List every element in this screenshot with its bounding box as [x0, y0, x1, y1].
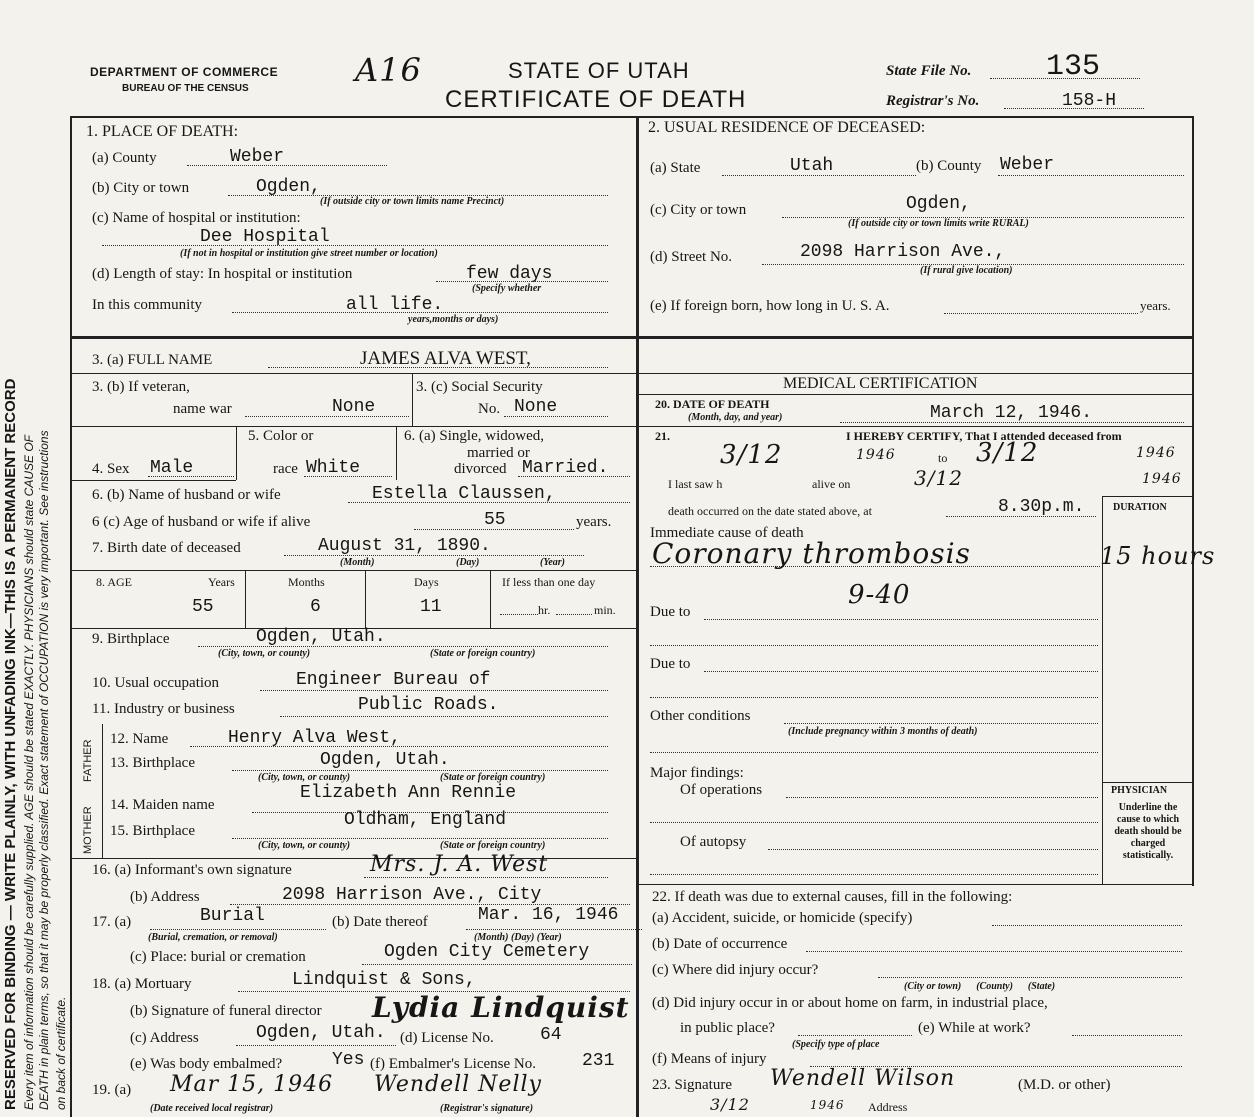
spouse-age-label: 6 (c) Age of husband or wife if alive: [92, 514, 311, 530]
full-name: JAMES ALVA WEST,: [360, 348, 531, 369]
operations-label: Of operations: [680, 782, 763, 798]
rule-age-1: [245, 570, 246, 628]
industry-line: [280, 716, 608, 717]
death-date-value: March 12, 1946.: [930, 403, 1093, 423]
mortuary-label: 18. (a) Mortuary: [92, 976, 192, 992]
pod-hospital-note: (If not in hospital or institution give street number or location): [180, 248, 438, 259]
father-bp-line: [232, 770, 608, 771]
age-hr: hr.: [538, 603, 551, 617]
res-county-label: (b) County: [916, 158, 982, 174]
immediate-label: Immediate cause of death: [650, 525, 804, 541]
age-months: 6: [310, 597, 321, 617]
rule-16: [70, 858, 636, 859]
margin-text-2: Every item of information should be carefully supplied. AGE should be stated EXACTLY. PHYSICIANS should state CAUSE OF: [22, 435, 36, 1110]
death-time: 8.30p.m.: [998, 497, 1085, 517]
attended-to-label: to: [938, 451, 948, 465]
alive-year: 1946: [1142, 471, 1182, 487]
license-value: 64: [540, 1025, 562, 1045]
embalmer-value: 231: [582, 1051, 615, 1071]
mortuary-value: Lindquist & Sons,: [292, 970, 476, 990]
res-heading: 2. USUAL RESIDENCE OF DECEASED:: [648, 119, 926, 136]
other-line: [784, 723, 1098, 724]
received-label: 19. (a): [92, 1082, 132, 1098]
bureau-label: BUREAU OF THE CENSUS: [122, 83, 249, 94]
name-label: 3. (a) FULL NAME: [92, 352, 213, 368]
margin-text-3: DEATH in plain terms, so that it may be properly classified. Exact statement of OCCUPATION is very important. See instructions: [37, 430, 51, 1110]
pod-city-value: Ogden,: [256, 177, 321, 197]
mother-bp-city-note: (City, town, or county): [258, 840, 351, 851]
marital-label-2: married or: [467, 445, 530, 461]
ss-no-label: No.: [478, 401, 501, 417]
pod-community-label: In this community: [92, 297, 202, 313]
sex-label: 4. Sex: [92, 461, 130, 477]
attended-to-year: 1946: [1136, 445, 1176, 461]
director-sig-label: (b) Signature of funeral director: [130, 1003, 322, 1019]
certify-no: 21.: [655, 429, 670, 443]
father-name-value: Henry Alva West,: [228, 728, 401, 748]
major-label: Major findings:: [650, 765, 744, 781]
rule-left-1: [70, 336, 636, 339]
age-days-h: Days: [414, 575, 439, 589]
state-title: STATE OF UTAH: [508, 58, 690, 83]
ss-label: 3. (c) Social Security: [416, 379, 543, 395]
ext-b-line: [806, 951, 1182, 952]
age-less-h: If less than one day: [502, 575, 596, 589]
informant-signature: Mrs. J. A. West: [370, 852, 549, 877]
disposition-date-line: [466, 929, 642, 930]
registrar-no: 158-H: [1062, 91, 1117, 111]
informant-sig-label: 16. (a) Informant's own signature: [92, 862, 292, 878]
ext-a: (a) Accident, suicide, or homicide (specify): [652, 910, 913, 926]
birth-label: 7. Birth date of deceased: [92, 540, 241, 556]
war-label: name war: [173, 401, 232, 417]
physician-signature: Wendell Wilson: [770, 1066, 956, 1091]
embalmer-label: (f) Embalmer's License No.: [370, 1056, 536, 1072]
state-file-label: State File No.: [886, 63, 972, 79]
res-county-line: [998, 175, 1184, 176]
other-note: (Include pregnancy within 3 months of death): [788, 726, 978, 737]
signature-date: 3/12: [710, 1095, 750, 1114]
war-line: [245, 416, 409, 417]
father-name-label: 12. Name: [110, 731, 169, 747]
due2-line-2: [650, 697, 1098, 698]
rule-right-1: [639, 336, 1192, 339]
occupation-line: [260, 690, 608, 691]
director-signature: Lydia Lindquist: [372, 991, 630, 1024]
race-value: White: [306, 458, 361, 478]
father-bp-city-note: (City, town, or county): [258, 772, 351, 783]
disposition-label: 17. (a): [92, 914, 132, 930]
father-bp-value: Ogden, Utah.: [320, 750, 450, 770]
margin-text-4: on back of certificate.: [54, 996, 68, 1110]
age-min: min.: [594, 603, 616, 617]
operations-line: [786, 797, 1098, 798]
autopsy-line: [768, 849, 1098, 850]
embalmed-label: (e) Was body embalmed?: [130, 1056, 283, 1072]
ext-c-line: [878, 977, 1182, 978]
pod-county-line: [187, 165, 387, 166]
pod-hospital-line: [102, 245, 608, 246]
res-city-label: (c) City or town: [650, 202, 747, 218]
father-bp-label: 13. Birthplace: [110, 755, 195, 771]
birth-month-note: (Month): [340, 557, 375, 568]
ext-d: (d) Did injury occur in or about home on farm, in industrial place,: [652, 995, 1048, 1011]
ext-c-note: (City or town) (County) (State): [904, 981, 1056, 992]
spouse-value: Estella Claussen,: [372, 484, 556, 504]
registrar-label: Registrar's No.: [886, 93, 980, 109]
physician-note: Underline the cause to which death should be charged statistically.: [1114, 802, 1182, 861]
marital-label-1: 6. (a) Single, widowed,: [404, 428, 544, 444]
rule-medcert: [639, 373, 1192, 374]
res-city-note: (If outside city or town limits write RURAL): [848, 218, 1029, 229]
received-note: (Date received local registrar): [150, 1103, 274, 1114]
res-foreign-suffix: years.: [1140, 298, 1171, 313]
physician-address-label: Address: [868, 1100, 908, 1114]
operations-line-2: [650, 822, 1098, 823]
rule-veteran-div: [412, 373, 413, 426]
res-county-value: Weber: [1000, 155, 1055, 175]
occupation-value: Engineer Bureau of: [296, 670, 491, 690]
other-label: Other conditions: [650, 708, 751, 724]
mort-address-line: [236, 1045, 396, 1046]
frame-right: [1192, 116, 1194, 886]
rule-sex-div: [236, 426, 237, 480]
md-label: (M.D. or other): [1018, 1077, 1111, 1093]
rule-name: [70, 373, 636, 374]
informant-address: 2098 Harrison Ave., City: [282, 885, 542, 905]
occurred-label: death occurred on the date stated above, at: [668, 504, 872, 518]
mother-bp-label: 15. Birthplace: [110, 823, 195, 839]
rule-physician-h: [1102, 782, 1192, 783]
war-value: None: [332, 397, 376, 417]
marital-label-3: divorced: [454, 461, 507, 477]
spouse-label: 6. (b) Name of husband or wife: [92, 487, 281, 503]
pod-hospital-value: Dee Hospital: [200, 227, 330, 247]
ss-value: None: [514, 397, 558, 417]
death-date-label: 20. DATE OF DEATH: [655, 397, 770, 411]
frame-left: [70, 116, 72, 1117]
father-side-label: FATHER: [82, 739, 94, 782]
age-years-h: Years: [208, 575, 235, 589]
pod-stay-hospital: few days: [466, 264, 553, 284]
autopsy-label: Of autopsy: [680, 834, 747, 850]
informant-sig-line: [364, 877, 608, 878]
last-saw-label: I last saw h: [668, 477, 723, 491]
rule-sex-bottom: [70, 480, 236, 481]
external-label: 22. If death was due to external causes, fill in the following:: [652, 889, 1013, 905]
rule-age-2: [365, 570, 366, 628]
res-street-value: 2098 Harrison Ave.,: [800, 242, 1006, 262]
ext-d-note: (Specify type of place: [792, 1039, 880, 1050]
age-years: 55: [192, 597, 214, 617]
age-months-h: Months: [288, 575, 325, 589]
signature-label: 23. Signature: [652, 1077, 732, 1093]
pod-community-value: all life.: [346, 295, 444, 315]
frame-center: [636, 116, 639, 1117]
signature-year: 1946: [810, 1098, 845, 1112]
rule-veteran: [70, 426, 636, 427]
autopsy-line-2: [650, 874, 1098, 875]
due2-label: Due to: [650, 656, 691, 672]
certify-text: I HEREBY CERTIFY, That I attended deceased from: [846, 429, 1122, 443]
pod-stay-label: (d) Length of stay: In hospital or institution: [92, 266, 353, 282]
rule-race-div: [396, 426, 397, 480]
due2-line: [704, 671, 1098, 672]
cause-code: 9-40: [848, 580, 911, 610]
death-date-note: (Month, day, and year): [688, 412, 783, 423]
industry-value: Public Roads.: [358, 695, 499, 715]
disposition-date-label: (b) Date thereof: [332, 914, 428, 930]
industry-label: 11. Industry or business: [92, 701, 235, 717]
rule-20: [639, 426, 1192, 427]
pod-city-label: (b) City or town: [92, 180, 190, 196]
embalmed-value: Yes: [332, 1050, 365, 1070]
attended-from-year: 1946: [856, 447, 896, 463]
place-heading: 1. PLACE OF DEATH:: [86, 123, 239, 140]
frame-top: [70, 116, 1194, 118]
due1-label: Due to: [650, 604, 691, 620]
ext-d2-line: [798, 1035, 912, 1036]
ext-a-line: [992, 925, 1182, 926]
pod-hospital-label: (c) Name of hospital or institution:: [92, 210, 301, 226]
attended-to: 3/12: [976, 438, 1039, 468]
years-label: years.: [576, 514, 612, 530]
top-handwritten-marks: A16: [355, 51, 422, 89]
medical-heading: MEDICAL CERTIFICATION: [783, 375, 978, 392]
pod-city-note: (If outside city or town limits name Precinct): [320, 196, 505, 207]
duration-heading: DURATION: [1113, 502, 1167, 513]
due1-line: [704, 619, 1098, 620]
age-label: 8. AGE: [96, 575, 132, 589]
due1-line-2: [650, 645, 1098, 646]
registrar-sig-note: (Registrar's signature): [440, 1103, 534, 1114]
rule-medcert-2: [639, 394, 1192, 395]
res-state-value: Utah: [790, 156, 834, 176]
burial-place-value: Ogden City Cemetery: [384, 942, 590, 962]
state-file-no: 135: [1046, 50, 1101, 84]
informant-address-label: (b) Address: [130, 889, 200, 905]
father-bp-state-note: (State or foreign country): [440, 772, 546, 783]
res-street-note: (If rural give location): [920, 265, 1013, 276]
mother-side-label: MOTHER: [82, 806, 94, 854]
birth-day-note: (Day): [456, 557, 480, 568]
rule-duration-h: [1102, 496, 1192, 497]
spouse-age-value: 55: [484, 510, 506, 530]
ext-c: (c) Where did injury occur?: [652, 962, 819, 978]
pod-county-value: Weber: [230, 147, 285, 167]
alive-on: 3/12: [914, 466, 963, 490]
margin-text-1: RESERVED FOR BINDING — WRITE PLAINLY, WITH UNFADING INK—THIS IS A PERMANENT RECORD: [2, 378, 19, 1110]
birthplace-state-note: (State or foreign country): [430, 648, 536, 659]
registrar-signature: Wendell Nelly: [374, 1072, 542, 1097]
birthplace-value: Ogden, Utah.: [256, 627, 386, 647]
birthplace-city-note: (City, town, or county): [218, 648, 311, 659]
alive-label: alive on: [812, 477, 851, 491]
disposition-note: (Burial, cremation, or removal): [148, 932, 278, 943]
rule-age-3: [490, 570, 491, 628]
ext-d2: in public place?: [680, 1020, 775, 1036]
age-hr-line: [500, 614, 538, 615]
pod-years-note: years,months or days): [408, 314, 499, 325]
res-city-value: Ogden,: [906, 194, 971, 214]
birth-year-note: (Year): [540, 557, 565, 568]
veteran-label: 3. (b) If veteran,: [92, 379, 190, 395]
burial-place-label: (c) Place: burial or cremation: [130, 949, 306, 965]
immediate-cause: Coronary thrombosis: [652, 537, 971, 570]
physician-heading: PHYSICIAN: [1111, 785, 1168, 796]
birth-value: August 31, 1890.: [318, 536, 491, 556]
dept-label: DEPARTMENT OF COMMERCE: [90, 65, 279, 79]
mother-bp-state-note: (State or foreign country): [440, 840, 546, 851]
certificate-title: CERTIFICATE OF DEATH: [445, 86, 747, 113]
mother-maiden-label: 14. Maiden name: [110, 797, 215, 813]
other-line-2: [650, 752, 1098, 753]
marital-value: Married.: [522, 458, 609, 478]
attended-from: 3/12: [720, 440, 783, 470]
mort-address-value: Ogden, Utah.: [256, 1023, 386, 1043]
burial-place-line: [362, 964, 632, 965]
ext-f: (f) Means of injury: [652, 1051, 767, 1067]
disposition-line: [150, 929, 326, 930]
ext-b: (b) Date of occurrence: [652, 936, 788, 952]
pod-county-label: (a) County: [92, 150, 157, 166]
pod-specify-note: (Specify whether: [472, 283, 542, 294]
birthplace-label: 9. Birthplace: [92, 631, 170, 647]
sex-value: Male: [150, 458, 194, 478]
mother-bp-value: Oldham, England: [344, 810, 507, 830]
ext-e-line: [1072, 1035, 1182, 1036]
age-days: 11: [420, 597, 442, 617]
res-foreign-label: (e) If foreign born, how long in U. S. A.: [650, 298, 890, 314]
disposition-date-note: (Month) (Day) (Year): [474, 932, 562, 943]
ext-e: (e) While at work?: [918, 1020, 1031, 1036]
rule-parents: [102, 724, 103, 858]
rule-22: [639, 884, 1192, 885]
res-street-label: (d) Street No.: [650, 249, 733, 265]
rule-age-top: [70, 570, 636, 571]
mort-address-label: (c) Address: [130, 1030, 199, 1046]
race-label: race: [273, 461, 298, 477]
mother-maiden-value: Elizabeth Ann Rennie: [300, 783, 517, 803]
color-label: 5. Color or: [248, 428, 314, 444]
res-foreign-line: [944, 313, 1138, 314]
age-min-line: [556, 614, 592, 615]
res-state-label: (a) State: [650, 160, 701, 176]
occupation-label: 10. Usual occupation: [92, 675, 220, 691]
received-date: Mar 15, 1946: [170, 1072, 334, 1097]
license-label: (d) License No.: [400, 1030, 494, 1046]
mother-bp-line: [232, 838, 608, 839]
duration-value: 15 hours: [1100, 542, 1216, 570]
disposition-value: Burial: [200, 906, 265, 926]
disposition-date: Mar. 16, 1946: [478, 905, 619, 925]
